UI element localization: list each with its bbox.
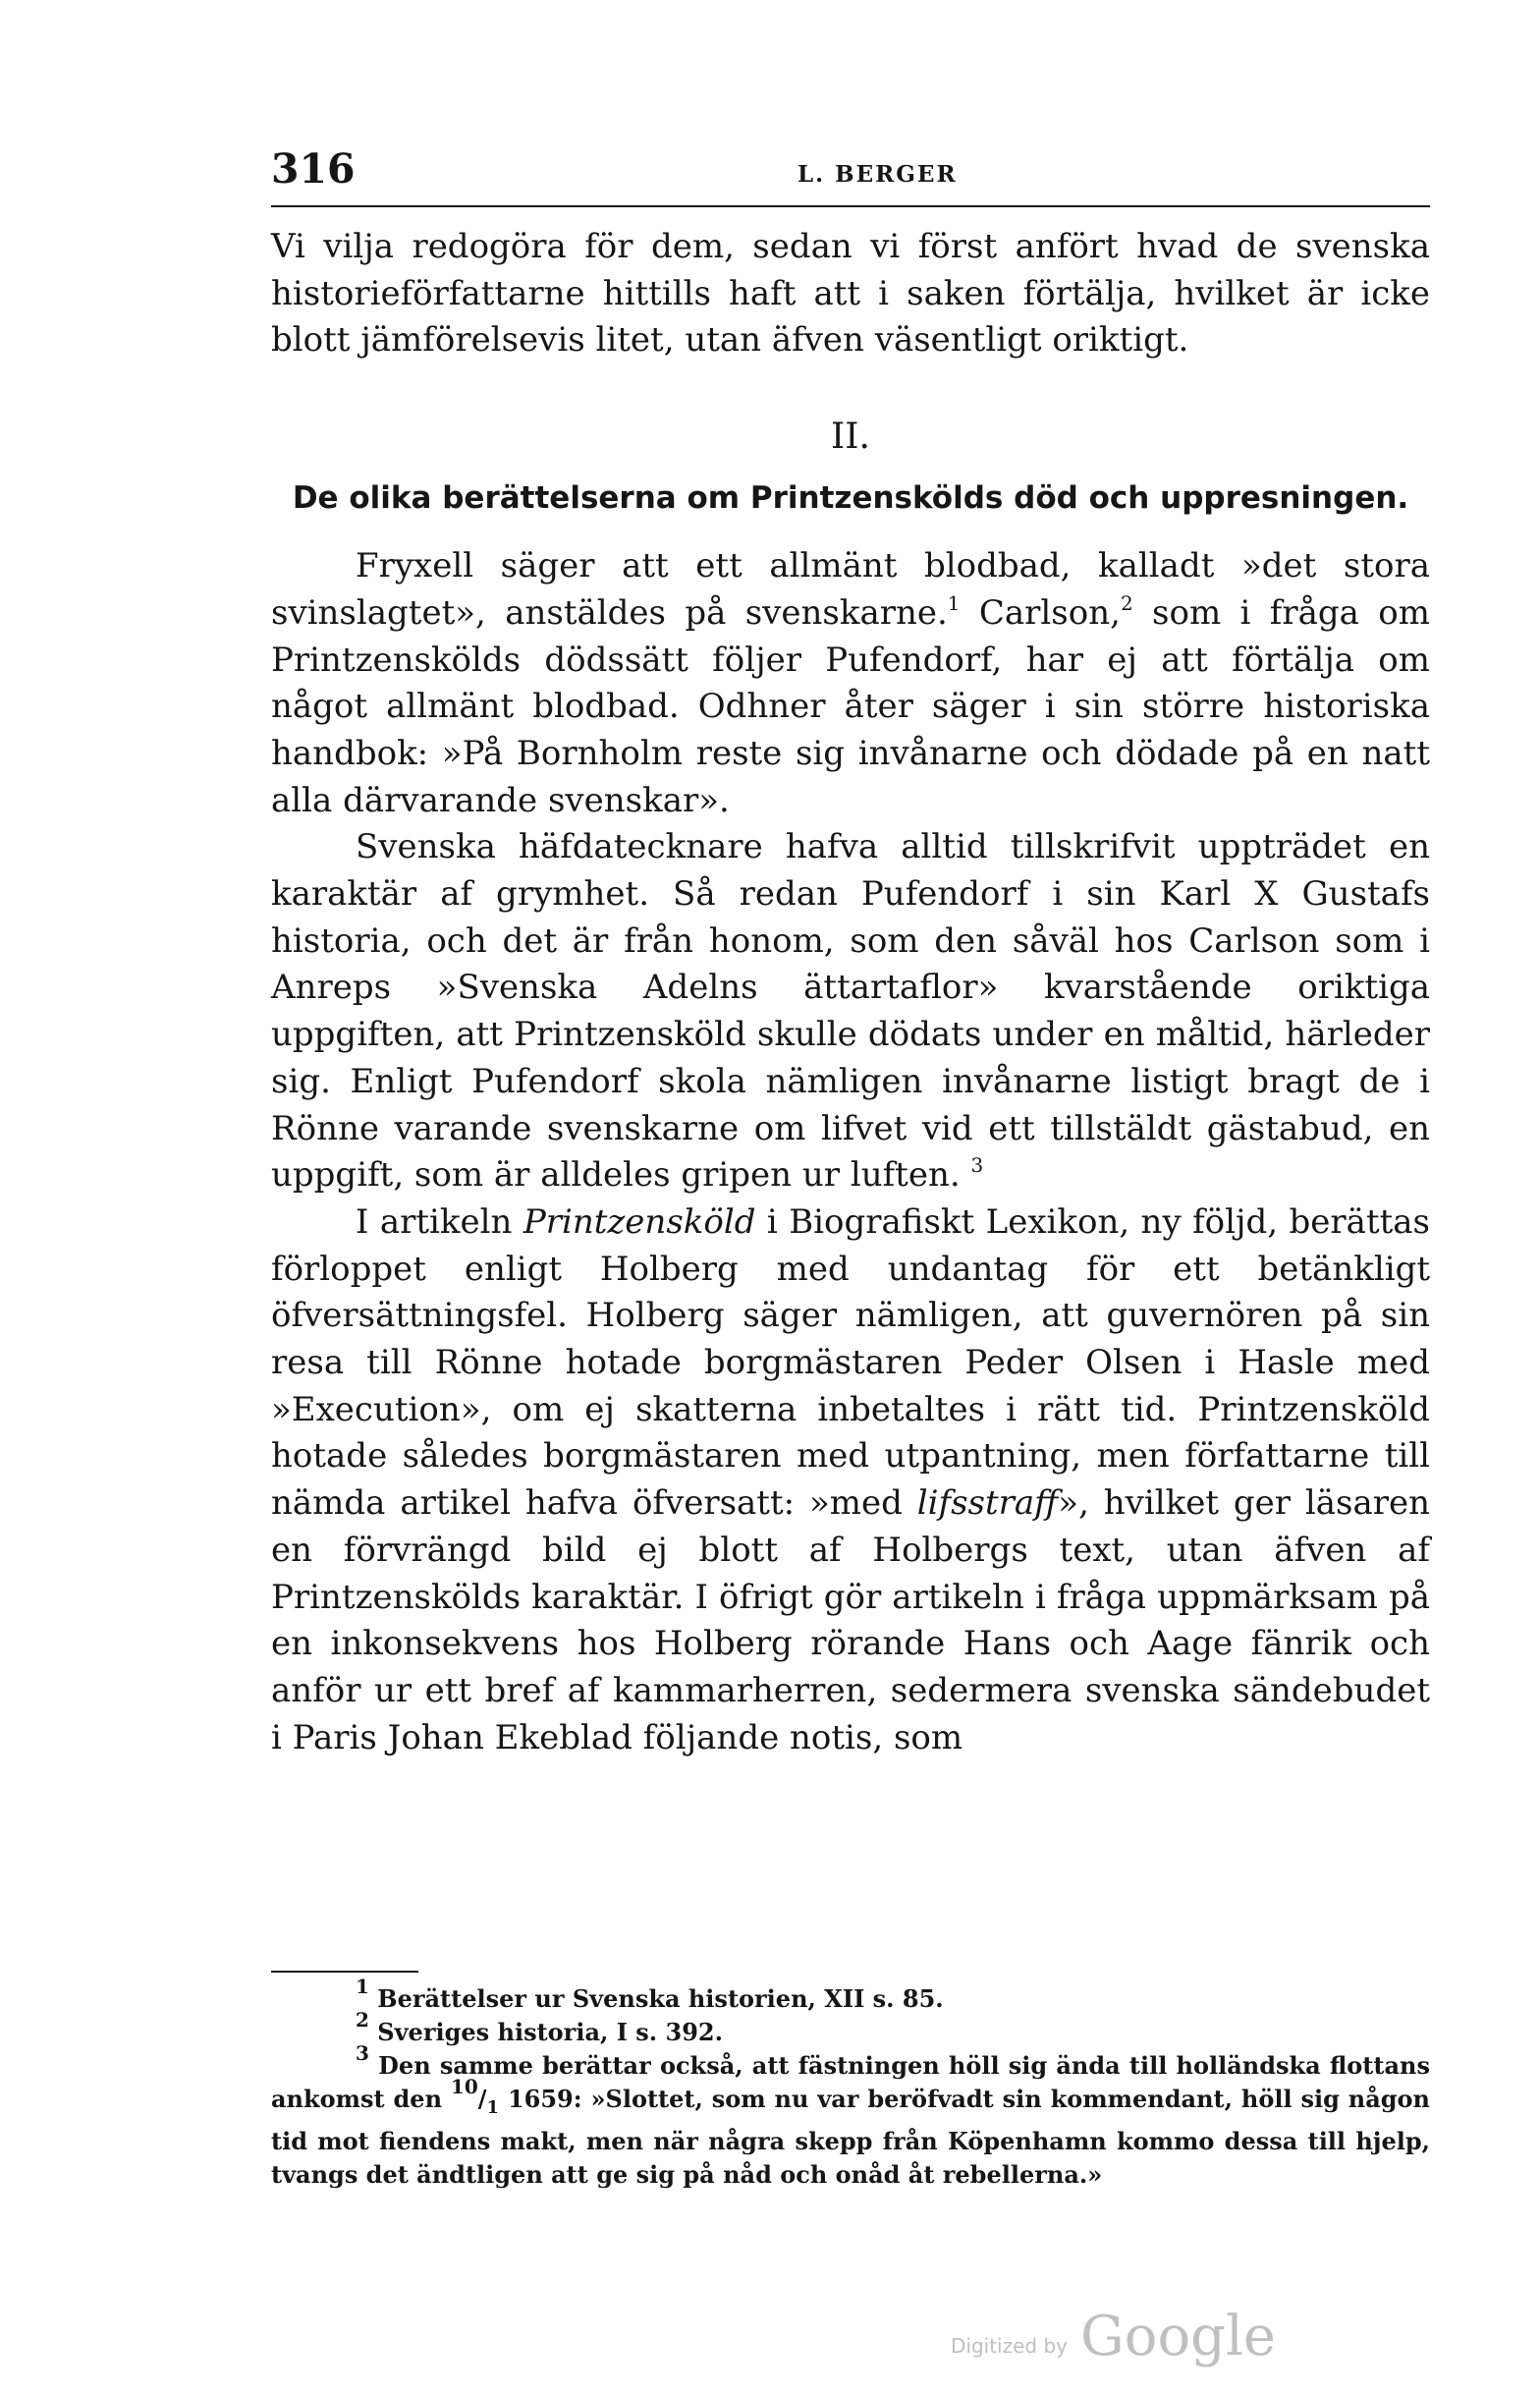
google-logo: Google: [1080, 2305, 1277, 2368]
footnote-ref-3[interactable]: 3: [970, 1153, 984, 1178]
paragraph-3: I artikeln Printzensköld i Biografiskt Lexikon, ny följd, berättas förloppet enligt Holberg med undantag för ett betänkligt öfversättningsfel. Holberg säger nämligen, att guvernören på sin resa till Rönne hotade borgmästaren Peder Olsen i Hasle med »Execution», om ej skatterna inbetaltes i rätt tid. Printzensköld hotade således borgmästaren med utpantning, men författarne till nämda artikel hafva öfversatt: »med lifsstraff», hvilket ger läsaren en förvrängd bild ej blott af Holbergs text, utan äfven af Printzenskölds karaktär. I öfrigt gör artikeln i fråga uppmärksam på en inkonsekvens hos Holberg rörande Hans och Aage fänrik och anför ur ett bref af kammarherren, sedermera svenska sändebudet i Paris Johan Ekeblad följande notis, som: [271, 1201, 1430, 1757]
watermark-prefix: Digitized by: [951, 2334, 1068, 2358]
footnote-3: $^3$ Den samme berättar också, att fästningen höll sig ända till holländska flottans ankomst den $^{10}/_1$ 1659: »Slottet, som nu var beröfvadt sin kommendant, höll sig någon tid mot fiendens makt, men när några skepp från Köpenhamn kommo dessa till hjelp, tvangs det ändtligen att ge sig på nåd och onåd åt rebellerna.»: [271, 2041, 1430, 2189]
emphasis-printzenskold: Printzensköld: [522, 1201, 756, 1242]
section-title: De olika berättelserna om Printzenskölds död och uppresningen.: [292, 480, 1409, 517]
running-head: L. BERGER: [798, 161, 958, 188]
digitized-watermark: [951, 2305, 1344, 2368]
header-rule: [271, 205, 1430, 207]
intro-paragraph: Vi vilja redogöra för dem, sedan vi först anfört hvad de svenska historieförfattarne hittills haft att i saken förtälja, hvilket är icke blott jämförelsevis litet, utan äfven väsentligt oriktigt.: [271, 227, 1430, 361]
emphasis-lifsstraff: lifsstraff: [916, 1483, 1059, 1524]
paragraph-1: Fryxell säger att ett allmänt blodbad, kalladt »det stora svinslagtet», anstäldes på svenskarne.$^1$ Carlson,$^2$ som i fråga om Printzenskölds dödssätt följer Pufendorf, har ej att förtälja om något allmänt blodbad. Odhner åter säger i sin större historiska handbok: »På Bornholm reste sig invånarne och dödade på en natt alla därvarande svenskar».: [271, 546, 1430, 820]
section-number: II.: [831, 417, 870, 458]
footnote-ref-2[interactable]: 2: [1120, 590, 1133, 615]
page-number: 316: [271, 145, 356, 193]
paragraph-2: Svenska häfdatecknare hafva alltid tillskrifvit uppträdet en karaktär af grymhet. Så redan Pufendorf i sin Karl X Gustafs historia, och det är från honom, som den såväl hos Carlson som i Anreps »Svenska Adelns ättartaflor» kvarstående oriktiga uppgiften, att Printzensköld skulle dödats under en måltid, härleder sig. Enligt Pufendorf skola nämligen invånarne listigt bragt de i Rönne varande svenskarne om lifvet vid ett tillstäldt gästabud, en uppgift, som är alldeles gripen ur luften. $^3$: [271, 827, 1430, 1196]
footnote-ref-1[interactable]: 1: [947, 590, 961, 615]
footnotes: [271, 1975, 1430, 2192]
footnote-rule: [271, 1971, 418, 1973]
page-header: [271, 145, 1430, 195]
footnote-2: $^2$ Sveriges historia, I s. 392.: [356, 2008, 723, 2046]
footnote-1: $^1$ Berättelser ur Svenska historien, XII s. 85.: [356, 1975, 944, 2013]
main-text: [271, 224, 1430, 1761]
